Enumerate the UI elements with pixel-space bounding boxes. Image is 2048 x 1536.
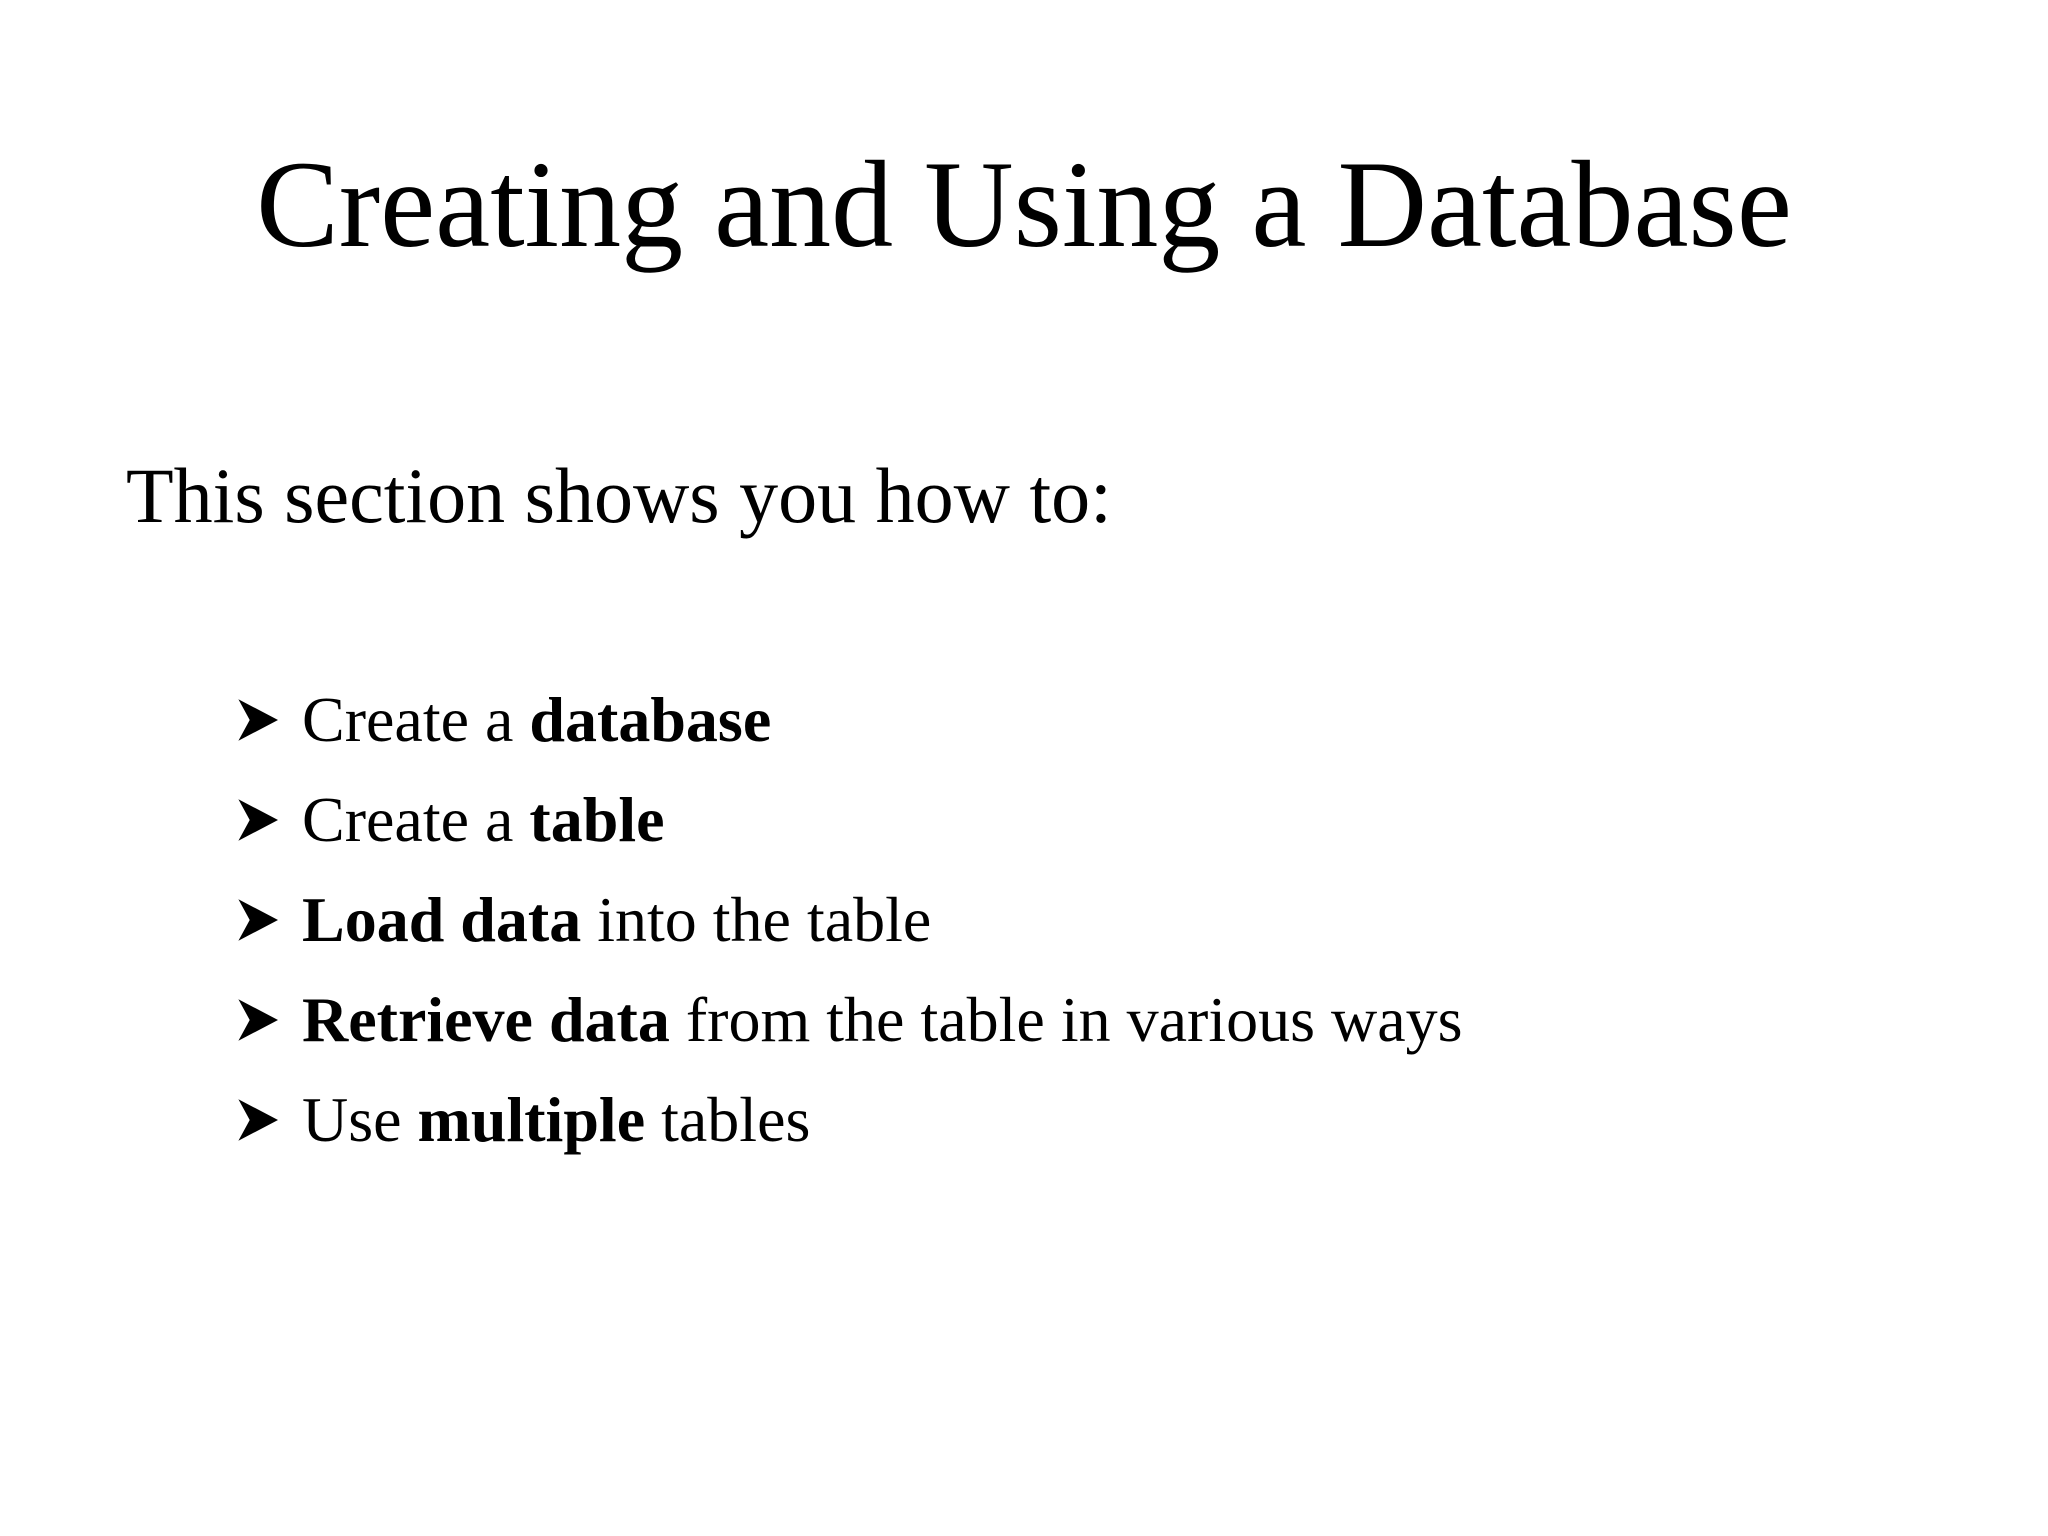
bullet-text-plain: Create a (302, 684, 530, 755)
arrow-bullet-icon (228, 992, 284, 1048)
bullet-text-plain: Use (302, 1084, 418, 1155)
bullet-text-bold: Load data (302, 884, 582, 955)
bullet-text-plain: into the table (581, 884, 932, 955)
bullet-text-bold: database (529, 684, 772, 755)
bullet-item (228, 1070, 1463, 1170)
bullet-text (302, 983, 1463, 1057)
bullet-text (302, 883, 931, 957)
bullet-text-plain: Create a (302, 784, 530, 855)
arrow-bullet-icon (228, 1092, 284, 1148)
bullet-text (302, 683, 771, 757)
bullet-item (228, 770, 1463, 870)
bullet-text-plain: from the table in various ways (669, 984, 1463, 1055)
bullet-text (302, 1083, 810, 1157)
bullet-text-bold: multiple (417, 1084, 646, 1155)
slide-title: Creating and Using a Database (256, 136, 1792, 273)
bullet-item (228, 670, 1463, 770)
arrow-bullet-icon (228, 892, 284, 948)
bullet-item (228, 870, 1463, 970)
arrow-bullet-icon (228, 792, 284, 848)
bullet-text-plain: tables (645, 1084, 811, 1155)
bullet-list (228, 670, 1463, 1170)
bullet-text-bold: table (529, 784, 665, 855)
bullet-text (302, 783, 665, 857)
arrow-bullet-icon (228, 692, 284, 748)
bullet-item (228, 970, 1463, 1070)
bullet-text-bold: Retrieve data (302, 984, 670, 1055)
intro-text: This section shows you how to: (126, 452, 1112, 539)
